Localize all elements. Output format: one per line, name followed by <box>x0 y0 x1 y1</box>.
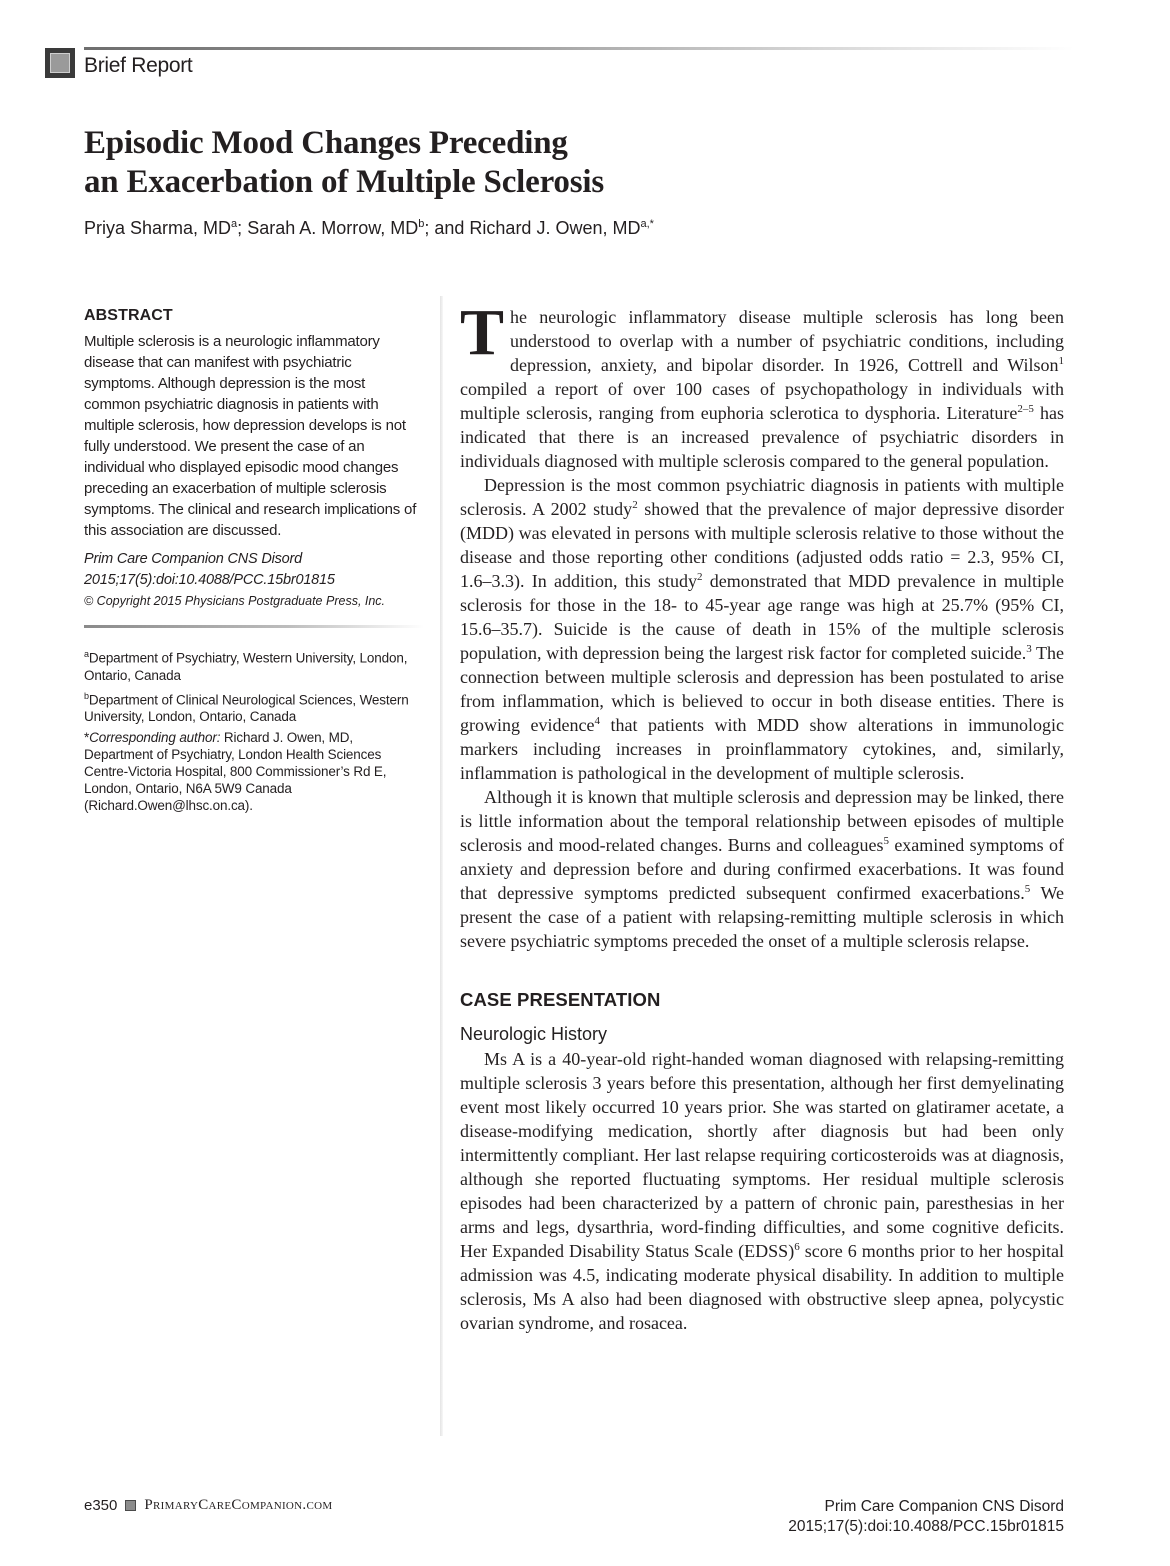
affiliations <box>84 646 424 814</box>
column-divider <box>440 296 443 1436</box>
square-bullet-icon <box>125 1500 136 1511</box>
text-run: showed that the prevalence of major depressive disorder (MDD) was elevated in persons with multiple sclerosis relative to those without the disease and those reporting other conditions (adjusted odds ratio = 2.3, 95% CI, 1.6–3.3). In addition, this study <box>460 499 1064 591</box>
text-run: Although it is known that multiple sclerosis and depression may be linked, there is little information about the temporal relationship between episodes of multiple sclerosis and mood-related changes. Burns and colleagues <box>460 787 1064 855</box>
copyright: © Copyright 2015 Physicians Postgraduate Press, Inc. <box>84 594 386 608</box>
abstract-column <box>84 307 424 818</box>
reference-mark: 5 <box>883 835 889 847</box>
footer-doi: 2015;17(5):doi:10.4088/PCC.15br01815 <box>788 1518 1064 1535</box>
author-name: Richard J. Owen, MD <box>469 218 641 238</box>
author-name: Sarah A. Morrow, MD <box>247 218 419 238</box>
citation-doi: 2015;17(5):doi:10.4088/PCC.15br01815 <box>84 572 335 588</box>
corresponding-label: Corresponding author: <box>89 730 221 745</box>
affiliation-mark: b <box>84 690 89 701</box>
corresponding-details: Richard J. Owen, MD, Department of Psychiatry, London Health Sciences Centre-Victoria Hospital, 800 Commissioner’s Rd E, London, Ontario, N6A 5W9 Canada (Richard.Owen@lhsc.on.ca). <box>84 730 387 813</box>
drop-cap: T <box>460 296 505 369</box>
website-link[interactable]: PrimaryCareCompanion.com <box>144 1497 333 1513</box>
text-run: The connection between multiple sclerosis and depression has been postulated to arise from inflammation, which is believed to occur in both disease entities. There is growing evidence <box>460 643 1064 735</box>
citation <box>84 549 424 591</box>
affiliation-a <box>84 646 424 684</box>
article-title <box>84 124 604 202</box>
corresponding-mark: * <box>84 730 90 745</box>
reference-mark: 2–5 <box>1017 403 1034 415</box>
paragraph-neurologic-history <box>460 1047 1064 1335</box>
author-name: Priya Sharma, MD <box>84 218 232 238</box>
footer-journal: Prim Care Companion CNS Disord <box>824 1498 1064 1515</box>
footer-left <box>84 1497 332 1514</box>
affiliation-text: Department of Psychiatry, Western University, London, Ontario, Canada <box>84 650 408 683</box>
affiliation-text: Department of Clinical Neurological Sciences, Western University, London, Ontario, Canada <box>84 692 409 724</box>
abstract-heading: ABSTRACT <box>84 307 173 324</box>
author-separator: ; and <box>424 218 470 238</box>
header-rule <box>84 47 1074 50</box>
corresponding-author <box>84 729 424 814</box>
reference-mark: 4 <box>594 715 600 727</box>
section-heading: CASE PRESENTATION <box>460 989 661 1010</box>
reference-mark: 1 <box>1058 355 1064 367</box>
author-affiliation-mark: b <box>418 218 425 230</box>
text-run: examined symptoms of anxiety and depression before and during confirmed exacerbations. It was found that depressive symptoms predicted subsequent confirmed exacerbations. <box>460 835 1064 903</box>
text-run: that patients with MDD show alterations in immunologic markers including increases in proinflammatory cytokines, and, similarly, inflammation is pathological in the development of multiple sclerosis. <box>460 715 1065 783</box>
paragraph-intro <box>460 296 1064 473</box>
page-number: e350 <box>84 1497 118 1514</box>
author-list <box>84 218 654 239</box>
title-line-1: Episodic Mood Changes Preceding <box>84 125 568 161</box>
author-separator: ; <box>237 218 248 238</box>
footer-right <box>788 1497 1064 1537</box>
abstract-divider <box>84 625 424 628</box>
author-affiliation-mark: a <box>231 218 238 230</box>
paragraph-depression <box>460 473 1064 785</box>
reference-mark: 2 <box>697 571 703 583</box>
reference-mark: 3 <box>1026 643 1032 655</box>
reference-mark: 5 <box>1024 883 1031 895</box>
affiliation-b <box>84 688 424 726</box>
text-run: Depression is the most common psychiatric diagnosis in patients with multiple sclerosis. A 2002 study <box>460 475 1064 519</box>
reference-mark: 6 <box>794 1241 800 1253</box>
main-text <box>460 296 1065 1335</box>
section-square-icon <box>45 48 75 78</box>
text-run: Ms A is a 40-year-old right-handed woman diagnosed with relapsing-remitting multiple sclerosis 3 years before this presentation, although her first demyelinating event most likely occurred 10 years prior. She was started on glatiramer acetate, a disease-modifying medication, shortly after diagnosis but had been only intermittently compliant. Her last relapse requiring corticosteroids was at diagnosis, although she reported fluctuating symptoms. Her residual multiple sclerosis episodes had been characterized by a pattern of chronic pain, paresthesias in her arms and legs, dysarthria, word-finding difficulties, and some cognitive deficits. Her Expanded Disability Status Scale (EDSS) <box>460 1049 1064 1261</box>
text-run: compiled a report of over 100 cases of psychopathology in individuals with multiple sclerosis, ranging from euphoria sclerotica to dysphoria. Literature <box>460 379 1064 423</box>
section-label: Brief Report <box>84 54 193 77</box>
text-run: score 6 months prior to her hospital admission was 4.5, indicating moderate physical disability. In addition to multiple sclerosis, Ms A also had been diagnosed with obstructive sleep apnea, polycystic ovarian syndrome, and rosacea. <box>460 1241 1064 1333</box>
abstract-body: Multiple sclerosis is a neurologic inflammatory disease that can manifest with psychiatric symptoms. Although depression is the most common psychiatric diagnosis in patients with multiple sclerosis, how depression develops is not fully understood. We present the case of an individual who displayed episodic mood changes preceding an exacerbation of multiple sclerosis symptoms. The clinical and research implications of this association are discussed. <box>84 333 417 539</box>
title-line-2: an Exacerbation of Multiple Sclerosis <box>84 164 604 200</box>
citation-journal: Prim Care Companion CNS Disord <box>84 551 303 567</box>
reference-mark: 2 <box>632 499 638 511</box>
author-affiliation-mark: a,* <box>640 218 654 230</box>
paragraph-temporal <box>460 785 1064 953</box>
text-run: he neurologic inflammatory disease multiple sclerosis has long been understood to overlap with a number of psychiatric conditions, including depression, anxiety, and bipolar disorder. In 1926, Cottrell and Wilson <box>510 307 1064 375</box>
affiliation-mark: a <box>84 649 89 659</box>
subsection-heading: Neurologic History <box>460 1024 608 1044</box>
text-run: We present the case of a patient with relapsing-remitting multiple sclerosis in which severe psychiatric symptoms preceded the onset of a multiple sclerosis relapse. <box>460 883 1064 951</box>
text-run: has indicated that there is an increased prevalence of psychiatric disorders in individuals diagnosed with multiple sclerosis compared to the general population. <box>460 403 1064 471</box>
text-run: demonstrated that MDD prevalence in multiple sclerosis for those in the 18- to 45-year age range was high at 25.7% (95% CI, 15.6–35.7). Suicide is the cause of death in 15% of the multiple sclerosis population, with depression being the largest risk factor for completed suicide. <box>460 571 1064 663</box>
